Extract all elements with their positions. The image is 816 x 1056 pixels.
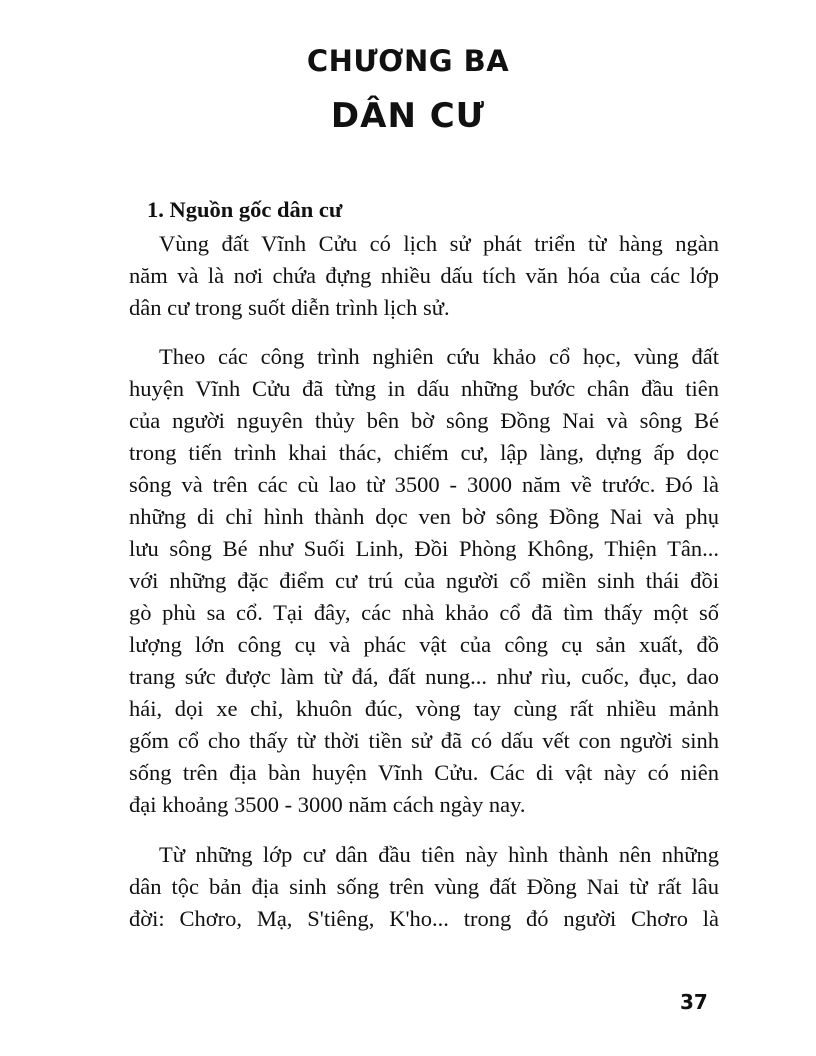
text-line: Theo các công trình nghiên cứu khảo cổ học, vùng đất [159, 344, 719, 369]
text-line: lượng lớn công cụ và phác vật của công cụ sản xuất, đồ [129, 632, 719, 657]
page-number: 37 [680, 990, 708, 1014]
text-line: những di chỉ hình thành dọc ven bờ sông Đồng Nai và phụ [129, 504, 719, 529]
text-line: dân tộc bản địa sinh sống trên vùng đất Đồng Nai từ rất lâu [129, 874, 719, 899]
text-line: gốm cổ cho thấy từ thời tiền sử đã có dấu vết con người sinh [129, 728, 719, 753]
chapter-label: CHƯƠNG BA [306, 44, 510, 78]
text-line: sông và trên các cù lao từ 3500 - 3000 năm về trước. Đó là [129, 472, 719, 497]
text-line: đại khoảng 3500 - 3000 năm cách ngày nay. [129, 792, 526, 817]
text-line: sống trên địa bàn huyện Vĩnh Cửu. Các di vật này có niên [129, 760, 719, 785]
text-line: Từ những lớp cư dân đầu tiên này hình thành nên những [159, 842, 719, 867]
section-heading: 1. Nguồn gốc dân cư [147, 197, 343, 222]
text-line: trang sức được làm từ đá, đất nung... như rìu, cuốc, đục, dao [129, 664, 719, 689]
text-line: trong tiến trình khai thác, chiếm cư, lập làng, dựng ấp dọc [129, 440, 719, 465]
text-line: Vùng đất Vĩnh Cửu có lịch sử phát triển từ hàng ngàn [159, 231, 719, 256]
text-line: huyện Vĩnh Cửu đã từng in dấu những bước chân đầu tiên [129, 376, 719, 401]
text-line: gò phù sa cổ. Tại đây, các nhà khảo cổ đã tìm thấy một số [129, 600, 719, 625]
text-line: với những đặc điểm cư trú của người cổ miền sinh thái đồi [129, 568, 719, 593]
text-line: dân cư trong suốt diễn trình lịch sử. [129, 295, 450, 320]
text-line: lưu sông Bé như Suối Linh, Đồi Phòng Không, Thiện Tân... [129, 536, 719, 561]
text-line: đời: Chơro, Mạ, S'tiêng, K'ho... trong đó người Chơro là [129, 906, 719, 931]
chapter-title: DÂN CƯ [330, 96, 486, 136]
text-line: của người nguyên thủy bên bờ sông Đồng Nai và sông Bé [129, 408, 719, 433]
text-line: năm và là nơi chứa đựng nhiều dấu tích văn hóa của các lớp [129, 263, 719, 288]
text-line: hái, dọi xe chỉ, khuôn đúc, vòng tay cùng rất nhiều mảnh [129, 696, 719, 721]
